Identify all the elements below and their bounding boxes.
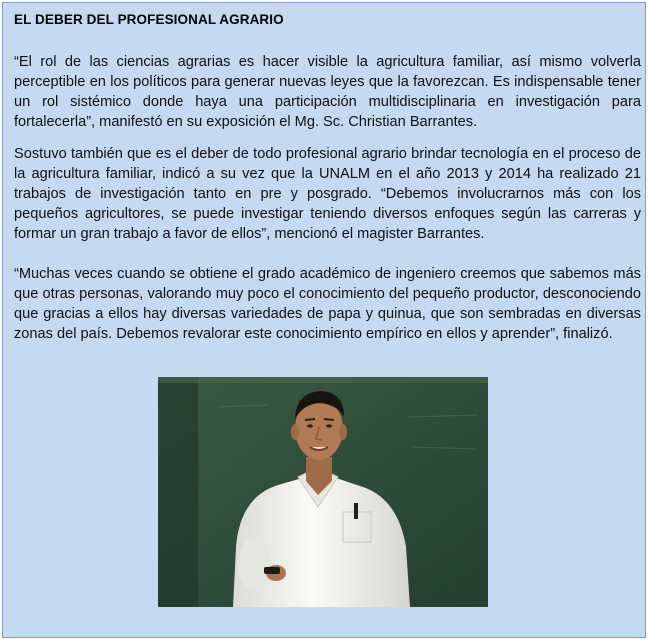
speaker-photo-illustration <box>158 377 488 607</box>
article-title: EL DEBER DEL PROFESIONAL AGRARIO <box>14 12 284 27</box>
article-paragraph-2: Sostuvo también que es el deber de todo profesional agrario brindar tecnología en el proceso de la agricultura familiar, indicó a su vez que la UNALM en el año 2013 y 2014 ha realizado 21 trabajos de investigación tanto en pre y posgrado. “Debemos involucrarnos más con los pequeños agricultores, se puede investigar teniendo diversos enfoques según las carreras y formar un gran trabajo a favor de ellos”, mencionó el magister Barrantes. <box>14 146 641 242</box>
article-paragraph-3: “Muchas veces cuando se obtiene el grado académico de ingeniero creemos que sabemos más que otras personas, valorando muy poco el conocimiento del pequeño productor, desconociendo que gracias a ellos hay diversas variedades de papa y quinua, que son sembradas en diversas zonas del país. Debemos revalorar este conocimiento empírico en ellos y aprender”, finalizó. <box>14 266 641 342</box>
speaker-photo <box>158 377 488 607</box>
article-paragraph-1: “El rol de las ciencias agrarias es hacer visible la agricultura familiar, así mismo volverla perceptible en los políticos para generar nuevas leyes que la favorezcan. Es indispensable tener un rol sistémico donde haya una participación multidisciplinaria en investigación para fortalecerla”, manifestó en su exposición el Mg. Sc. Christian Barrantes. <box>14 54 641 130</box>
